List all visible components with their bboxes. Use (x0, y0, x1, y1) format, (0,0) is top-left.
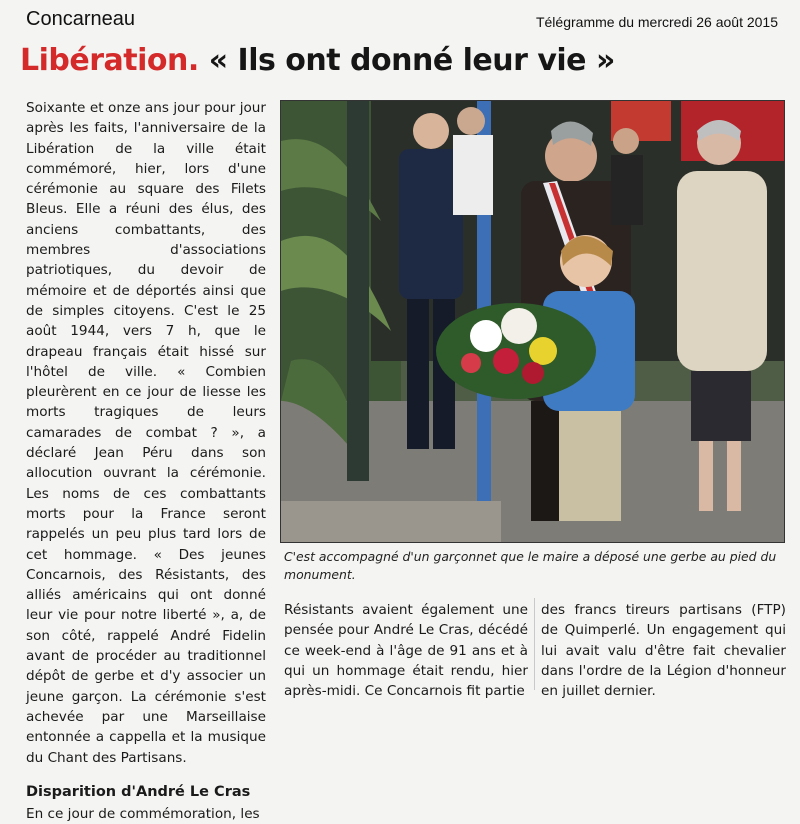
article-paragraph-2-middle: Résistants avaient également une pensée pour André Le Cras, décédé ce week-end à l'âge de 91 ans et à qui un hommage était rendu, hier après-midi. Ce Concarnois fit partie (284, 602, 528, 700)
ceremony-photo-illustration (281, 101, 784, 542)
article-column-right (541, 600, 786, 701)
ceremony-photo (280, 100, 785, 543)
article-headline (20, 36, 790, 86)
article-subhead: Disparition d'André Le Cras (26, 783, 251, 800)
article-column-left (26, 98, 266, 824)
section-location: Concarneau (26, 8, 135, 30)
photo-caption: C'est accompagné d'un garçonnet que le maire a déposé une gerbe au pied du monument. (284, 549, 777, 582)
column-divider (534, 598, 535, 690)
publication-date: Télégramme du mercredi 26 août 2015 (535, 14, 778, 30)
headline-title: « Ils ont donné leur vie » (208, 43, 615, 78)
article-lead-paragraph: Soixante et onze ans jour pour jour après les faits, l'anniversaire de la Libération de la ville était commémoré, hier, lors d'une cérémonie au square des Filets Bleus. Elle a réuni des élus, des anciens combattants, des membres d'associations patriotiques, du devoir de mémoire et de déportés ainsi que de simples citoyens. C'est le 25 août 1944, vers 7 h, que le drapeau français était hissé sur l'hôtel de ville. « Combien pleurèrent en ce jour de liesse les morts tragiques de leurs camarades de combat ? », a déclaré Jean Péru dans son allocution ouvrant la cérémonie. Les noms de ces combattants morts pour la France seront rappelés un peu plus tard lors de cet hommage. « Des jeunes Concarnois, des Résistants, des alliés américains qui ont donné leur vie pour notre liberté », a, de son côté, rappelé André Fidelin avant de procéder au traditionnel dépôt de gerbe et d'y associer un jeune garçon. La cérémonie s'est achevée par une Marseillaise entonnée a cappella et la musique du Chant des Partisans. (26, 100, 266, 766)
headline-kicker: Libération. (20, 43, 199, 78)
article-paragraph-2-end: des francs tireurs partisans (FTP) de Quimperlé. Un engagement qui lui avait valu d'être fait chevalier dans l'ordre de la Légion d'honneur en juillet dernier. (541, 602, 786, 700)
article-column-middle (284, 600, 528, 701)
article-paragraph-2-start: En ce jour de commémoration, les (26, 805, 260, 822)
